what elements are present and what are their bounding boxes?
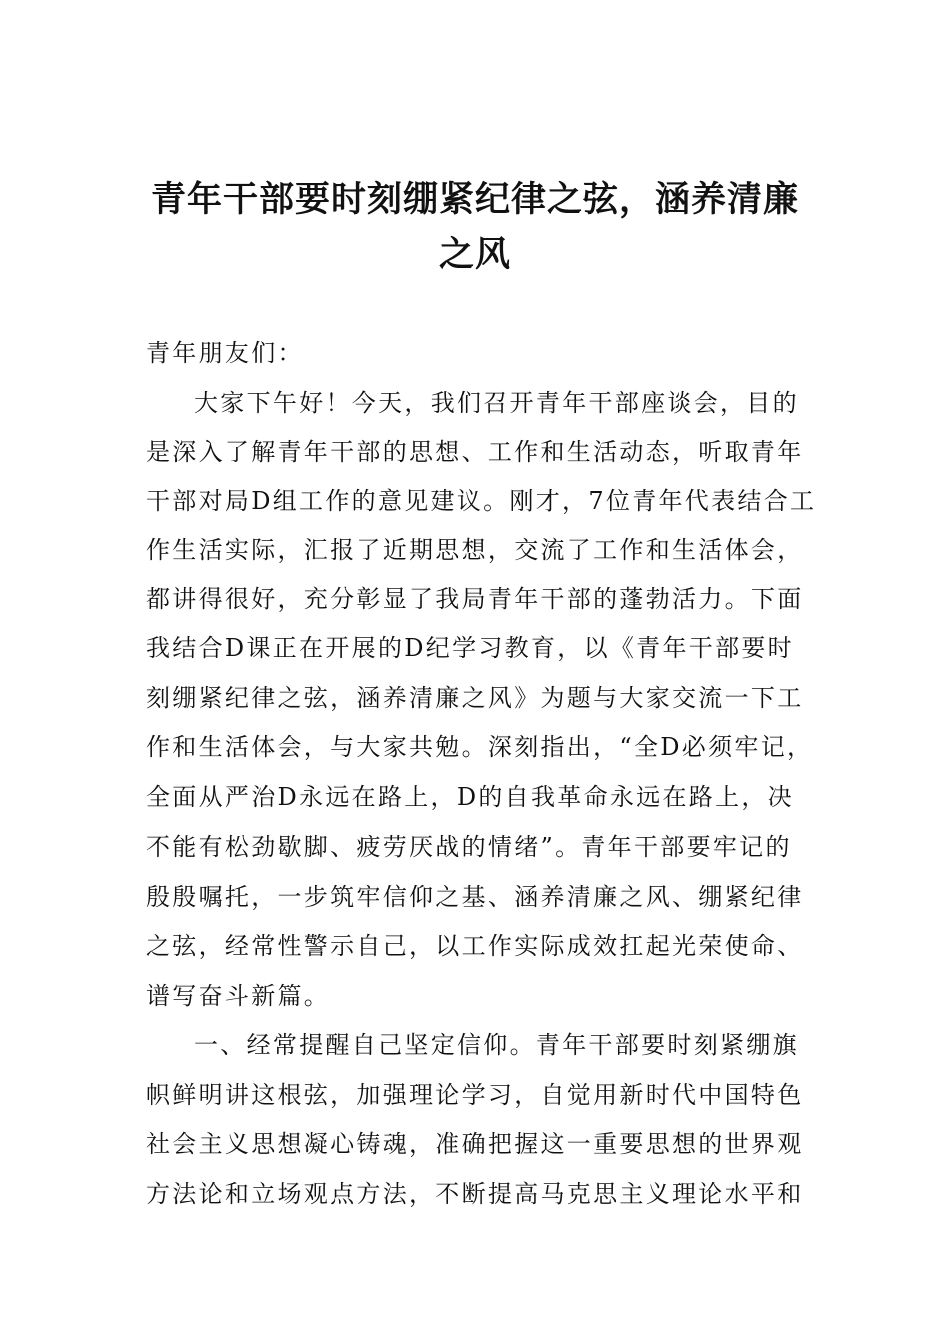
body-line: 殷殷嘱托，一步筑牢信仰之基、涵养清廉之风、绷紧纪律 — [146, 883, 804, 911]
body-line: 都讲得很好，充分彰显了我局青年干部的蓬勃活力。下面 — [146, 585, 804, 613]
document-title — [150, 172, 800, 282]
body-line: 我结合D课正在开展的D纪学习教育，以《青年干部要时 — [146, 634, 794, 662]
body-line: 谱写奋斗新篇。 — [146, 982, 331, 1010]
body-line: 大家下午好！今天，我们召开青年干部座谈会，目的 — [194, 389, 799, 417]
section-heading-line: 一、经常提醒自己坚定信仰。青年干部要时刻紧绷旗 — [194, 1031, 799, 1059]
body-line: 刻绷紧纪律之弦，涵养清廉之风》为题与大家交流一下工 — [146, 684, 804, 712]
body-line: 作和生活体会，与大家共勉。深刻指出，“全D必须牢记， — [146, 733, 814, 761]
title-line-1: 青年干部要时刻绷紧纪律之弦，涵养清廉 — [150, 179, 799, 220]
salutation: 青年朋友们： — [146, 339, 304, 367]
body-line: 之弦，经常性警示自己，以工作实际成效扛起光荣使命、 — [146, 932, 804, 960]
body-line: 不能有松劲歇脚、疲劳厌战的情绪”。青年干部要牢记的 — [146, 833, 792, 861]
body-line: 帜鲜明讲这根弦，加强理论学习，自觉用新时代中国特色 — [146, 1081, 804, 1109]
title-line-2: 之风 — [438, 234, 511, 275]
body-line: 干部对局D组工作的意见建议。刚才，7位青年代表结合工 — [146, 487, 817, 515]
body-line: 是深入了解青年干部的思想、工作和生活动态，听取青年 — [146, 438, 804, 466]
body-line: 方法论和立场观点方法，不断提高马克思主义理论水平和 — [146, 1180, 804, 1208]
body-line: 作生活实际，汇报了近期思想，交流了工作和生活体会， — [146, 536, 804, 564]
body-line: 社会主义思想凝心铸魂，准确把握这一重要思想的世界观 — [146, 1130, 804, 1158]
body-line: 全面从严治D永远在路上，D的自我革命永远在路上，决 — [146, 783, 794, 811]
